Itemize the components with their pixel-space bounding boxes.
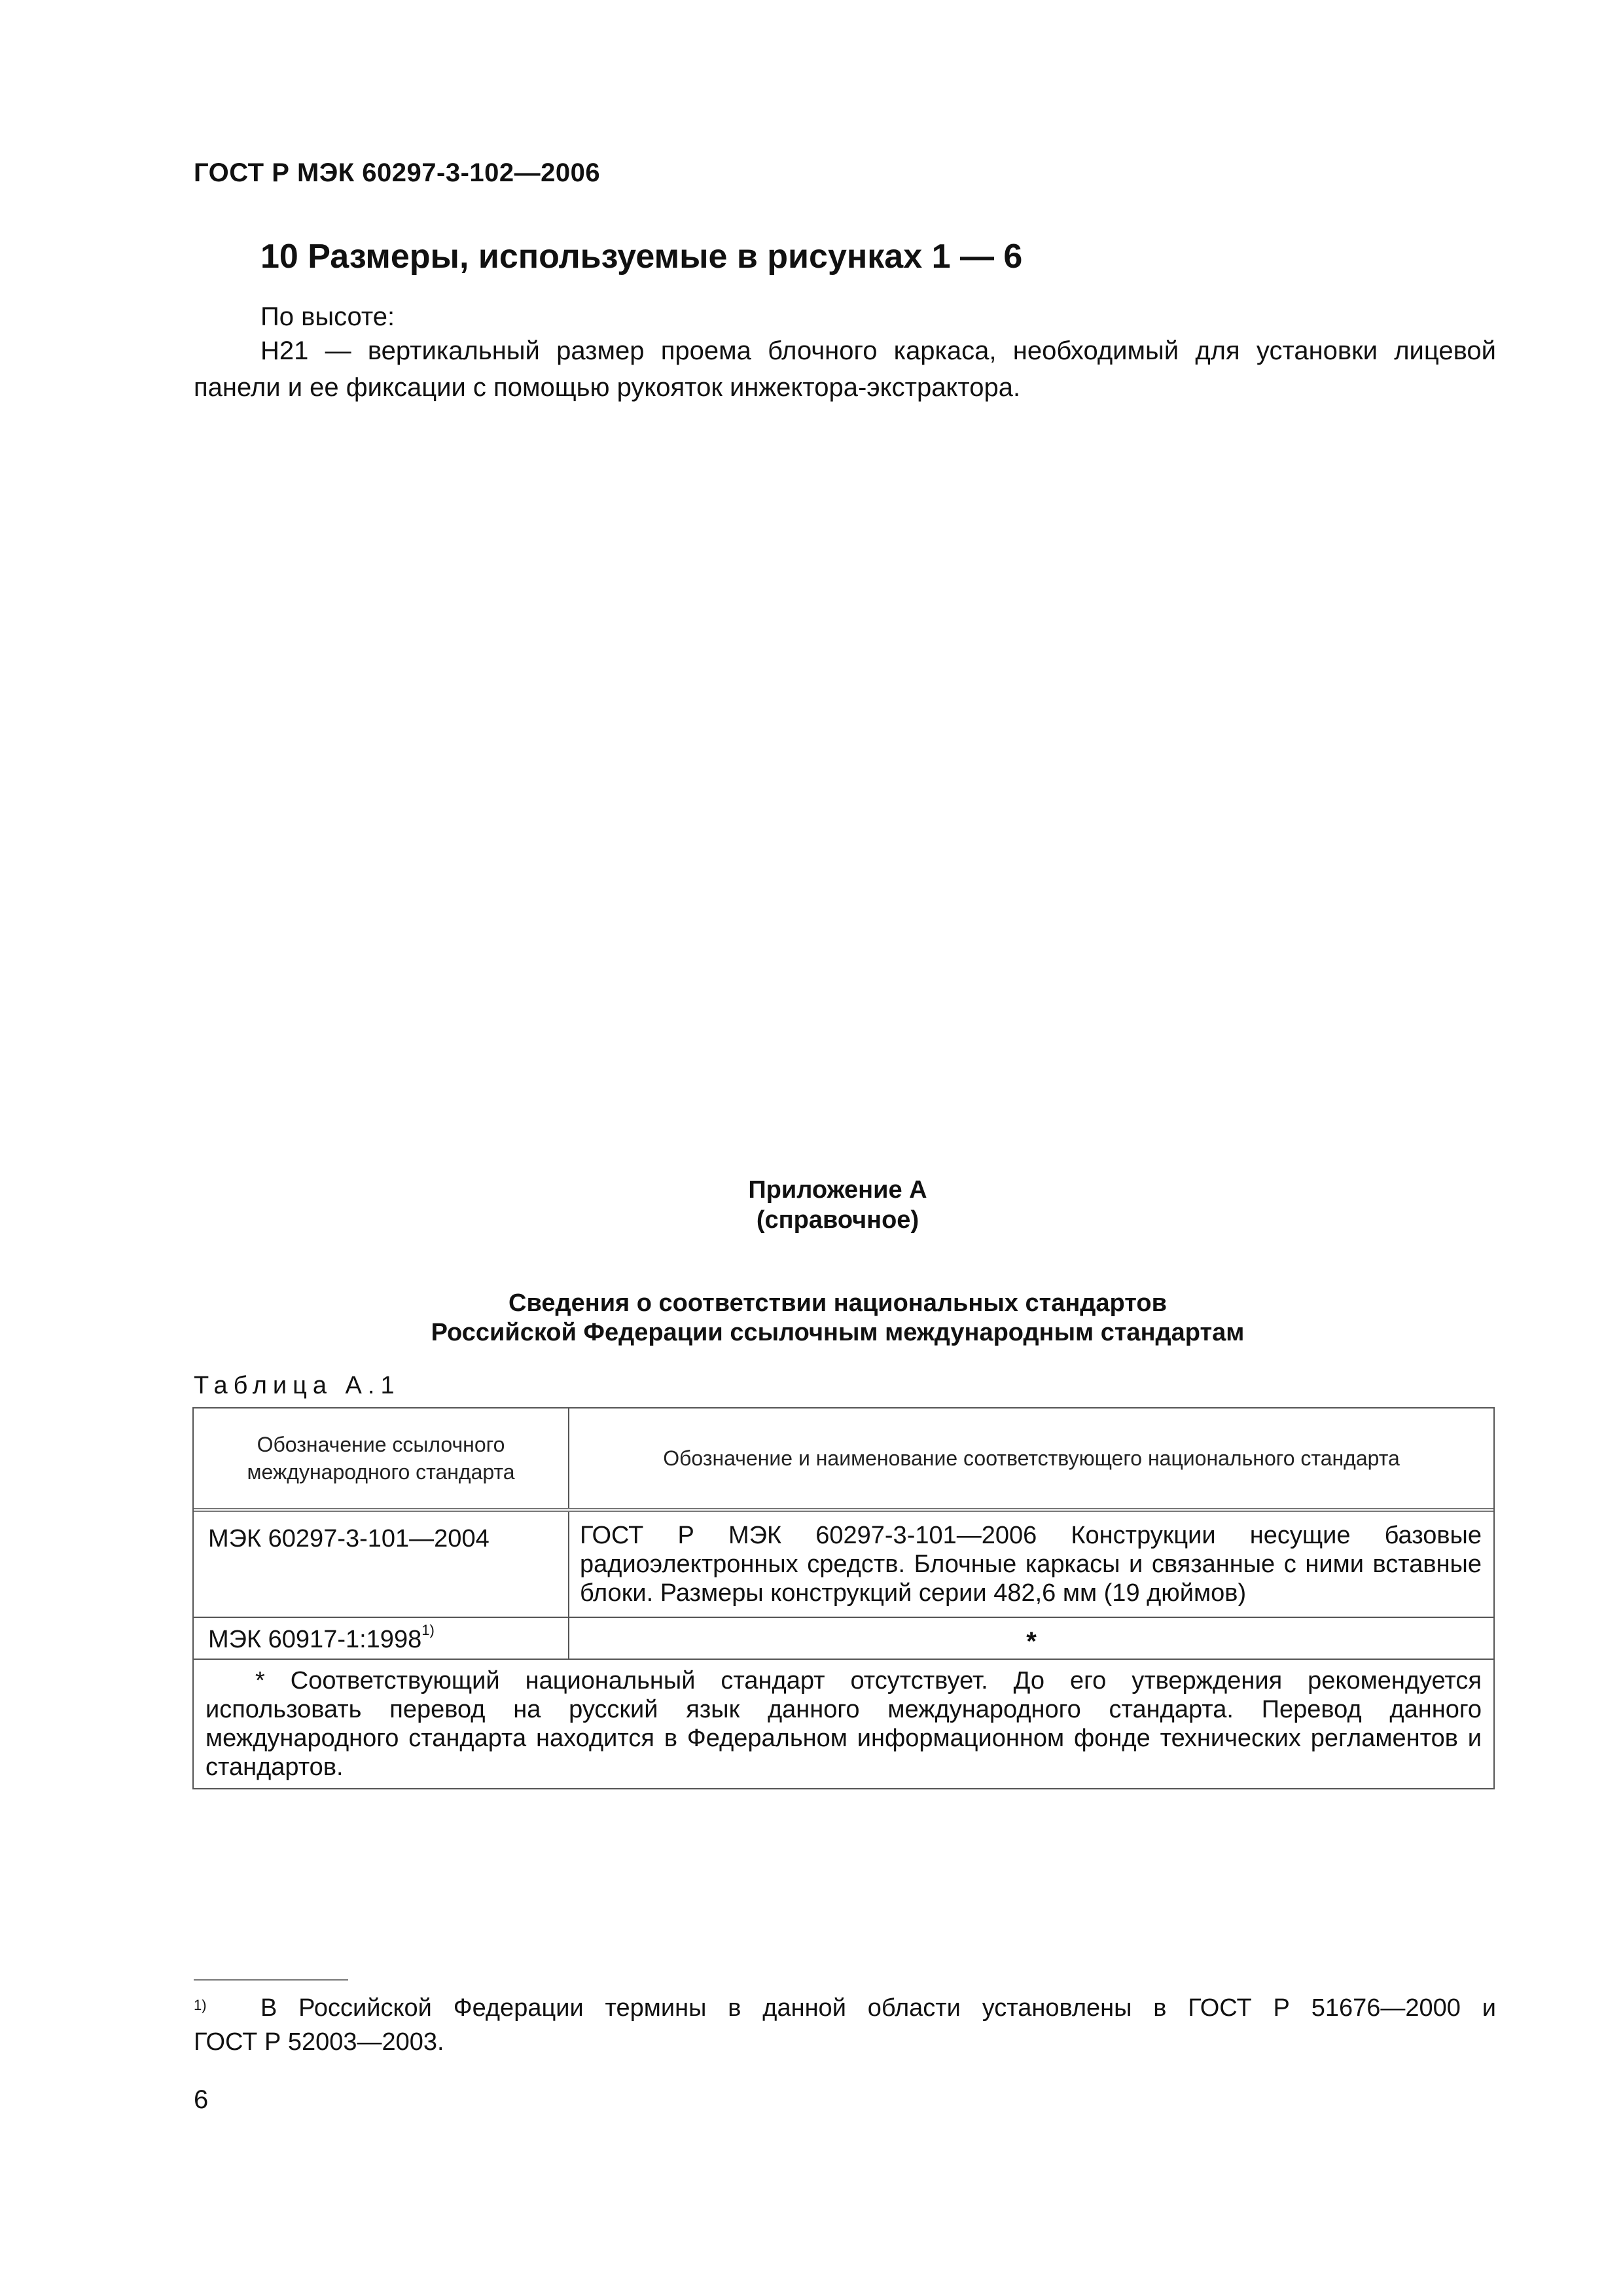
standards-table [192, 1407, 1495, 1789]
footnote-separator [194, 1979, 348, 1981]
section-label: По высоте: [260, 302, 395, 331]
section-title: 10 Размеры, используемые в рисунках 1 — 6 [260, 238, 1023, 276]
footnote-ref: 1) [421, 1622, 435, 1638]
footnote-marker-wrap [194, 1991, 260, 2025]
appendix-kind: (справочное) [756, 1206, 919, 1234]
national-standard-cell: * [1026, 1627, 1037, 1656]
table-header-row [194, 1408, 1493, 1512]
table-note-text: * Соответствующий национальный стандарт отсутствует. До его утверждения рекомендуется использовать перевод на русский язык данного международного стандарта. Перевод данного международного стандарта находится в Федеральном информационном фонде технических регламентов и стандартов. [205, 1667, 1482, 1781]
table-row [194, 1618, 1493, 1660]
footnote-line2: ГОСТ Р 52003—2003. [194, 2028, 444, 2056]
appendix-heading-line2: Российской Федерации ссылочным международным стандартам [431, 1319, 1245, 1346]
intl-standard-cell [194, 1618, 569, 1659]
page-number: 6 [194, 2085, 209, 2114]
national-standard-cell: ГОСТ Р МЭК 60297-3-101—2006 Конструкции несущие базовые радиоэлектронных средств. Блочные каркасы и связанные с ними вставные блоки. Размеры конструкций серии 482,6 мм (19 дюймов) [580, 1522, 1482, 1607]
section-body-text: H21 — вертикальный размер проема блочного каркаса, необходимый для установки лицевой панели и ее фиксации с помощью рукояток инжектора-экстрактора. [194, 336, 1496, 402]
appendix-heading-line1: Сведения о соответствии национальных стандартов [508, 1289, 1167, 1317]
table-note [194, 1660, 1493, 1788]
intl-standard-text: МЭК 60917-1:1998 [208, 1626, 422, 1653]
appendix-title: Приложение А [748, 1176, 927, 1204]
footnote-line1-wrap [194, 1991, 1496, 2025]
footnote-line1: В Российской Федерации термины в данной области установлены в ГОСТ Р 51676—2000 и [260, 1994, 1496, 2022]
footnote-marker: 1) [194, 1997, 207, 2013]
table-row [194, 1512, 1493, 1618]
table-note-row [194, 1660, 1493, 1788]
header-intl-standard: Обозначение ссылочного международного стандарта [194, 1408, 569, 1508]
header-national-standard: Обозначение и наименование соответствующего национального стандарта [663, 1446, 1400, 1470]
document-header: ГОСТ Р МЭК 60297-3-102—2006 [194, 158, 601, 187]
intl-standard-cell: МЭК 60297-3-101—2004 [194, 1512, 569, 1617]
table-caption: Таблица А.1 [194, 1372, 401, 1399]
footnote [194, 1991, 1496, 2059]
section-body [194, 332, 1496, 406]
